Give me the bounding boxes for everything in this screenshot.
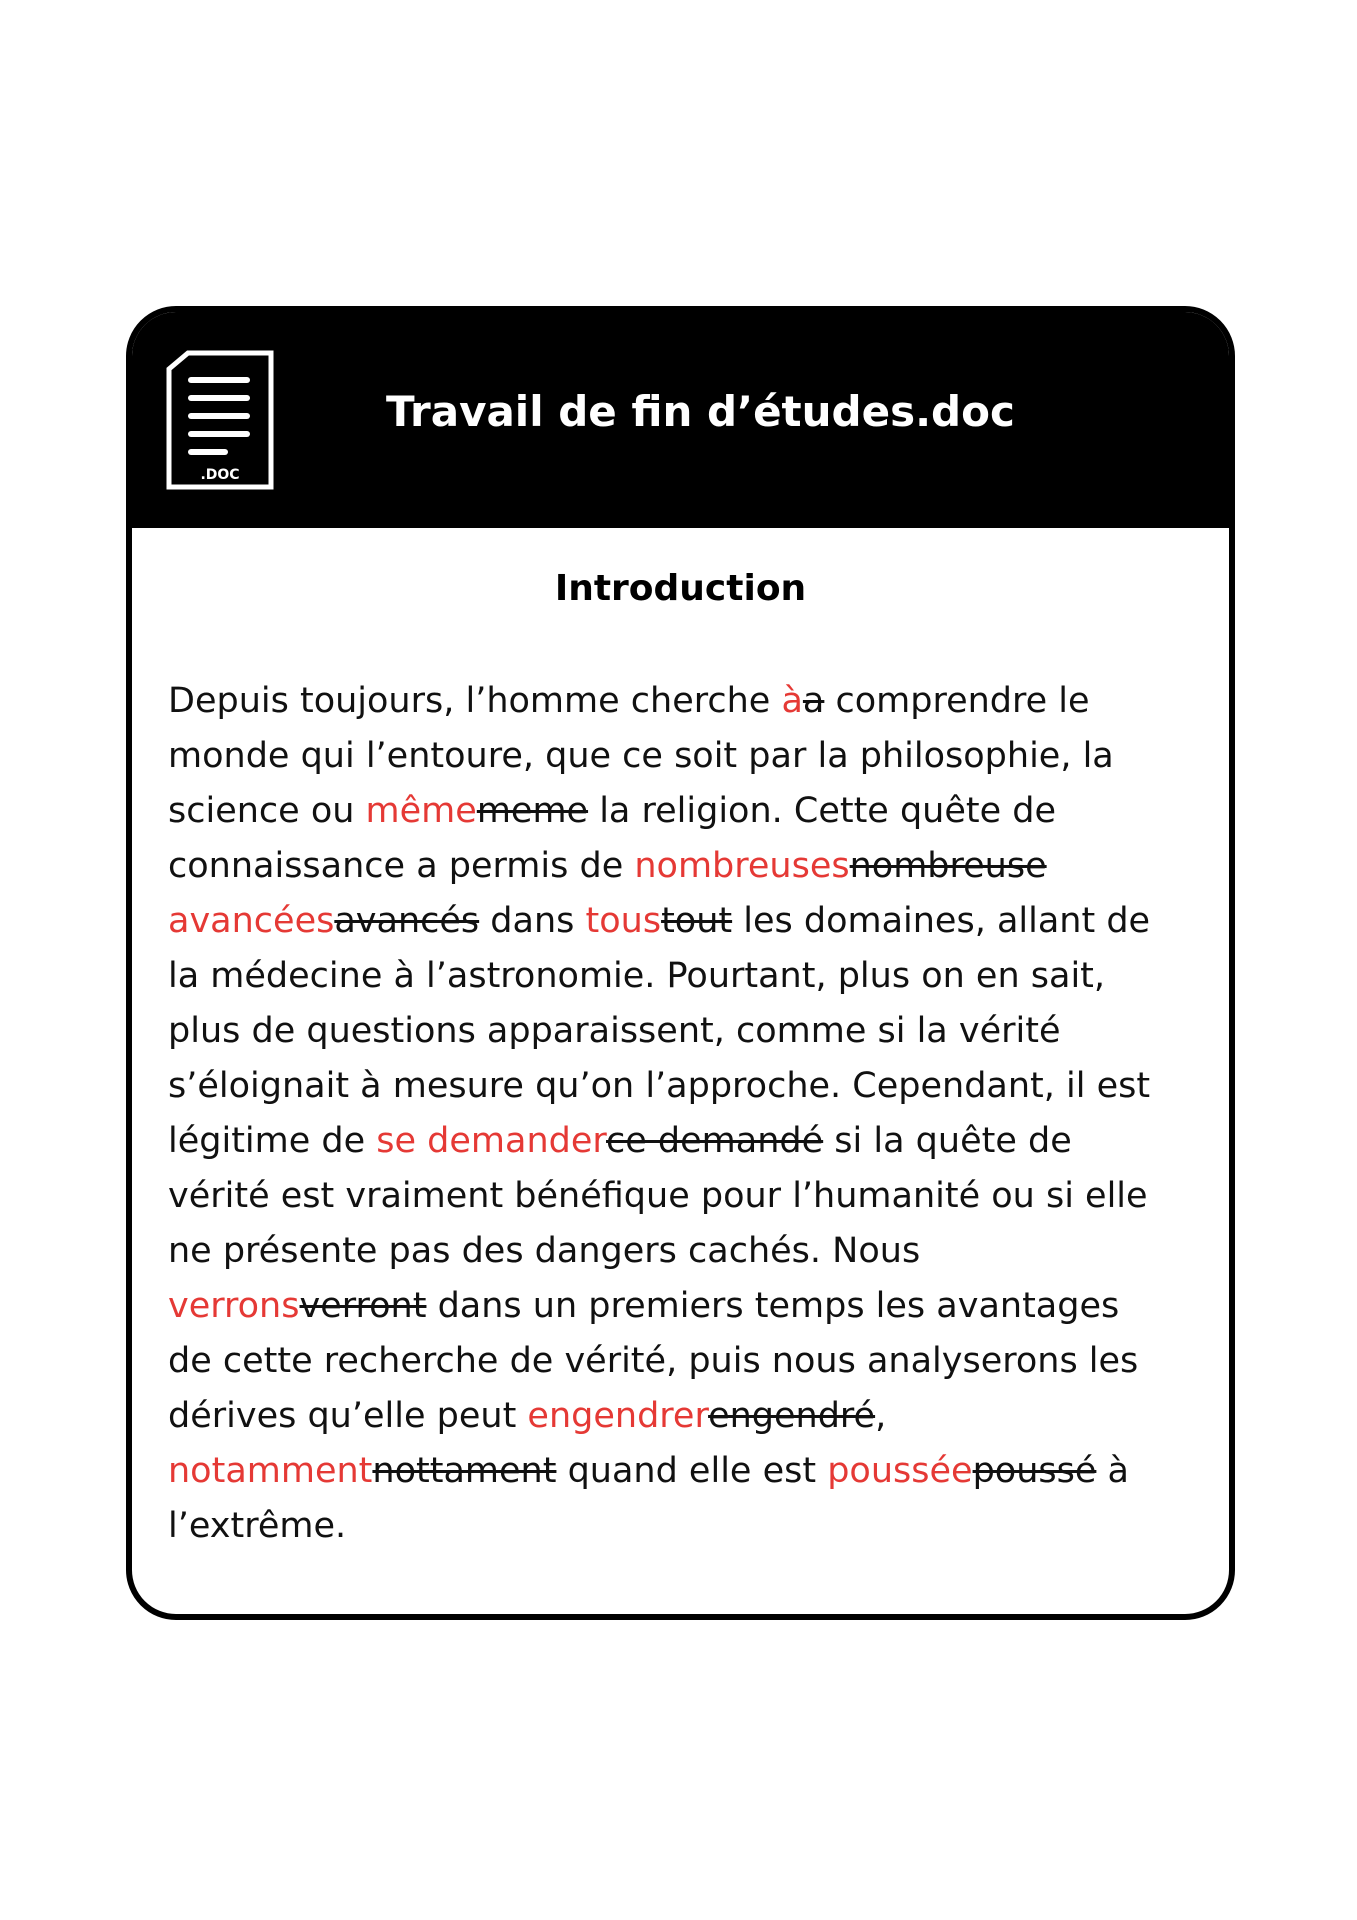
- correction-text: notamment: [168, 1451, 373, 1491]
- body-text-run: monde qui l’entoure, que ce soit par la philosophie, la: [168, 736, 1114, 776]
- body-text-run: à: [1096, 1451, 1129, 1491]
- text-line: [168, 1334, 1188, 1389]
- struck-text: nottament: [372, 1451, 557, 1491]
- body-text-run: dans un premiers temps les avantages: [426, 1286, 1120, 1326]
- doc-file-icon: [166, 350, 274, 490]
- text-line: [168, 1169, 1188, 1224]
- correction-text: tous: [585, 901, 662, 941]
- body-text-run: légitime de: [168, 1121, 377, 1161]
- title-bar: [132, 312, 1229, 528]
- struck-text: ce demandé: [606, 1121, 824, 1161]
- struck-text: avancés: [334, 901, 480, 941]
- struck-text: verront: [299, 1286, 427, 1326]
- body-text-run: dérives qu’elle peut: [168, 1396, 528, 1436]
- text-line: [168, 784, 1188, 839]
- body-text-run: plus de questions apparaissent, comme si la vérité: [168, 1011, 1061, 1051]
- body-text-run: vérité est vraiment bénéfique pour l’humanité ou si elle: [168, 1176, 1148, 1216]
- text-line: [168, 1444, 1188, 1499]
- text-line: [168, 839, 1188, 894]
- body-text-run: s’éloignait à mesure qu’on l’approche. Cependant, il est: [168, 1066, 1151, 1106]
- body-text-run: l’extrême.: [168, 1506, 347, 1546]
- text-line: [168, 1114, 1188, 1169]
- correction-text: nombreuses: [634, 846, 850, 886]
- correction-text: avancées: [168, 901, 335, 941]
- text-line: [168, 1004, 1188, 1059]
- body-text-run: la religion. Cette quête de: [588, 791, 1057, 831]
- text-line: [168, 1224, 1188, 1279]
- text-line: [168, 1499, 1188, 1554]
- struck-text: engendré: [708, 1396, 876, 1436]
- correction-text: verrons: [168, 1286, 300, 1326]
- doc-icon-label: .DOC: [200, 467, 240, 483]
- body-text-run: de cette recherche de vérité, puis nous analyserons les: [168, 1341, 1139, 1381]
- text-line: [168, 894, 1188, 949]
- window-title: Travail de fin d’études.doc: [386, 387, 1015, 436]
- document-heading: Introduction: [554, 568, 807, 609]
- body-text-run: ,: [875, 1396, 887, 1436]
- document-body: [168, 674, 1188, 1554]
- body-text-run: connaissance a permis de: [168, 846, 635, 886]
- correction-text: à: [781, 681, 803, 721]
- text-line: [168, 1059, 1188, 1114]
- struck-text: nombreuse: [849, 846, 1047, 886]
- text-line: [168, 949, 1188, 1004]
- correction-text: se demander: [376, 1121, 607, 1161]
- body-text-run: si la quête de: [823, 1121, 1072, 1161]
- struck-text: meme: [476, 791, 589, 831]
- body-text-run: ne présente pas des dangers cachés. Nous: [168, 1231, 921, 1271]
- struck-text: poussé: [972, 1451, 1097, 1491]
- correction-text: engendrer: [527, 1396, 709, 1436]
- body-text-run: quand elle est: [556, 1451, 828, 1491]
- correction-text: poussée: [827, 1451, 973, 1491]
- struck-text: tout: [661, 901, 733, 941]
- body-text-run: Depuis toujours, l’homme cherche: [168, 681, 782, 721]
- correction-text: même: [365, 791, 477, 831]
- struck-text: a: [802, 681, 825, 721]
- text-line: [168, 729, 1188, 784]
- body-text-run: science ou: [168, 791, 366, 831]
- text-line: [168, 1279, 1188, 1334]
- body-text-run: dans: [479, 901, 586, 941]
- body-text-run: les domaines, allant de: [732, 901, 1151, 941]
- body-text-run: la médecine à l’astronomie. Pourtant, plus on en sait,: [168, 956, 1106, 996]
- text-line: [168, 1389, 1188, 1444]
- text-line: [168, 674, 1188, 729]
- document-window: [126, 306, 1235, 1620]
- body-text-run: comprendre le: [824, 681, 1090, 721]
